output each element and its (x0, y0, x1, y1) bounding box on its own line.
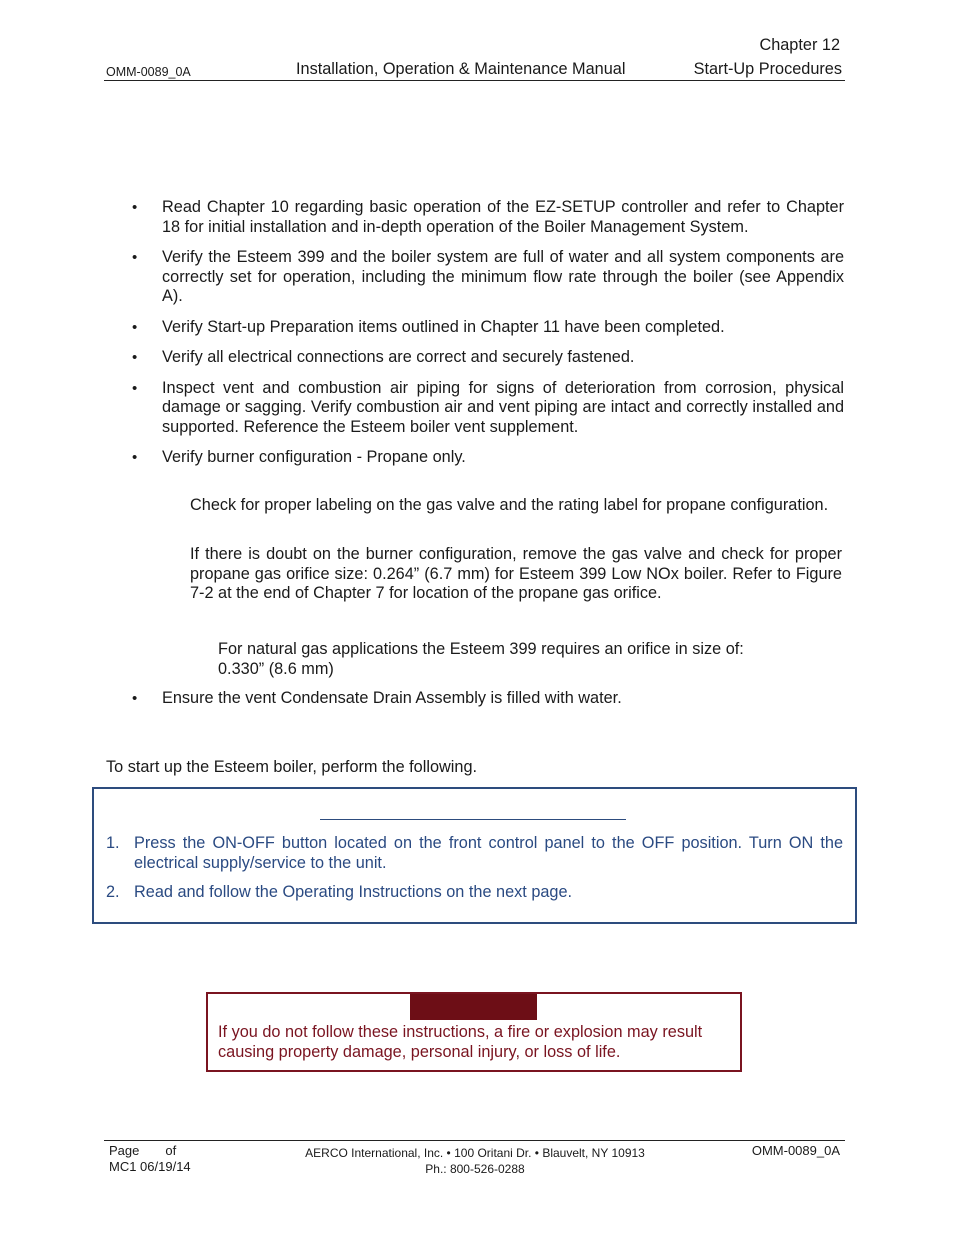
bullet-icon: • (132, 379, 138, 397)
list-item-text: Verify burner configuration - Propane only. (162, 448, 466, 466)
step-number: 2. (106, 883, 120, 901)
footer-company-address: AERCO International, Inc. • 100 Oritani Dr. • Blauvelt, NY 10913 (305, 1146, 645, 1160)
list-item (132, 379, 844, 438)
list-item (132, 689, 844, 709)
list-item (132, 348, 844, 368)
step-item (106, 834, 843, 873)
footer-divider (104, 1140, 845, 1141)
bullet-icon: • (132, 199, 138, 216)
step-number: 1. (106, 834, 120, 852)
footer-page-number (109, 1143, 176, 1159)
sub-paragraph-labeling: Check for proper labeling on the gas valve and the rating label for propane configuration. (190, 496, 829, 514)
header-chapter: Chapter 12 (759, 36, 840, 54)
list-item (132, 448, 844, 468)
list-item-text: Verify the Esteem 399 and the boiler system are full of water and all system components are correctly set for operation, including the minimum flow rate through the boiler (see Appendix A). (162, 248, 844, 305)
warning-header-bar (410, 994, 537, 1020)
list-item-text: Inspect vent and combustion air piping for signs of deterioration from corrosion, physical damage or sagging. Verify combustion air and vent piping are intact and correctly installed and supported. Reference the Esteem boiler vent supplement. (162, 378, 844, 436)
footer-doc-id: OMM-0089_0A (751, 1143, 840, 1158)
bullet-icon: • (132, 349, 138, 366)
list-item-text: Verify Start-up Preparation items outlined in Chapter 11 have been completed. (162, 317, 725, 336)
bullet-icon: • (132, 318, 138, 336)
header-divider (104, 80, 845, 81)
natural-gas-note: For natural gas applications the Esteem 399 requires an orifice in size of: 0.330” (8.6 mm) (218, 640, 744, 678)
list-item-text: Ensure the vent Condensate Drain Assembly is filled with water. (162, 689, 622, 707)
bullet-icon: • (132, 690, 138, 707)
footer-phone: Ph.: 800-526-0288 (425, 1162, 525, 1176)
header-manual-title: Installation, Operation & Maintenance Manual (296, 60, 626, 78)
bullet-icon: • (132, 249, 138, 266)
header-section-title: Start-Up Procedures (693, 60, 842, 78)
list-item (132, 198, 844, 237)
list-item-text: Read Chapter 10 regarding basic operation of the EZ-SETUP controller and refer to Chapter 18 for initial installation and in-depth operation of the Boiler Management System. (162, 198, 844, 236)
step-text: Press the ON-OFF button located on the front control panel to the OFF position. Turn ON the electrical supply/service to the unit. (134, 834, 843, 872)
warning-text: If you do not follow these instructions, a fire or explosion may result causing property damage, personal injury, or loss of life. (218, 1023, 703, 1061)
checklist (132, 198, 844, 479)
list-item (132, 318, 844, 338)
page-label: Page (109, 1143, 140, 1158)
startup-steps (106, 834, 843, 913)
list-item-text: Verify all electrical connections are correct and securely fastened. (162, 348, 635, 366)
sub-paragraph-orifice: If there is doubt on the burner configuration, remove the gas valve and check for proper propane gas orifice size: 0.264” (6.7 mm) for Esteem 399 Low NOx boiler. Refer to Figure 7-2 at the end of Chapter 7 for location of the propane gas orifice. (190, 545, 842, 602)
of-label: of (165, 1143, 177, 1158)
step-item (106, 883, 843, 903)
startup-intro: To start up the Esteem boiler, perform the following. (106, 758, 478, 776)
footer-revision: MC1 06/19/14 (109, 1159, 191, 1174)
instruction-box-heading-rule (320, 819, 626, 820)
header-doc-id: OMM-0089_0A (106, 65, 191, 79)
list-item (132, 248, 844, 307)
bullet-icon: • (132, 449, 138, 466)
step-text: Read and follow the Operating Instructions on the next page. (134, 883, 573, 901)
